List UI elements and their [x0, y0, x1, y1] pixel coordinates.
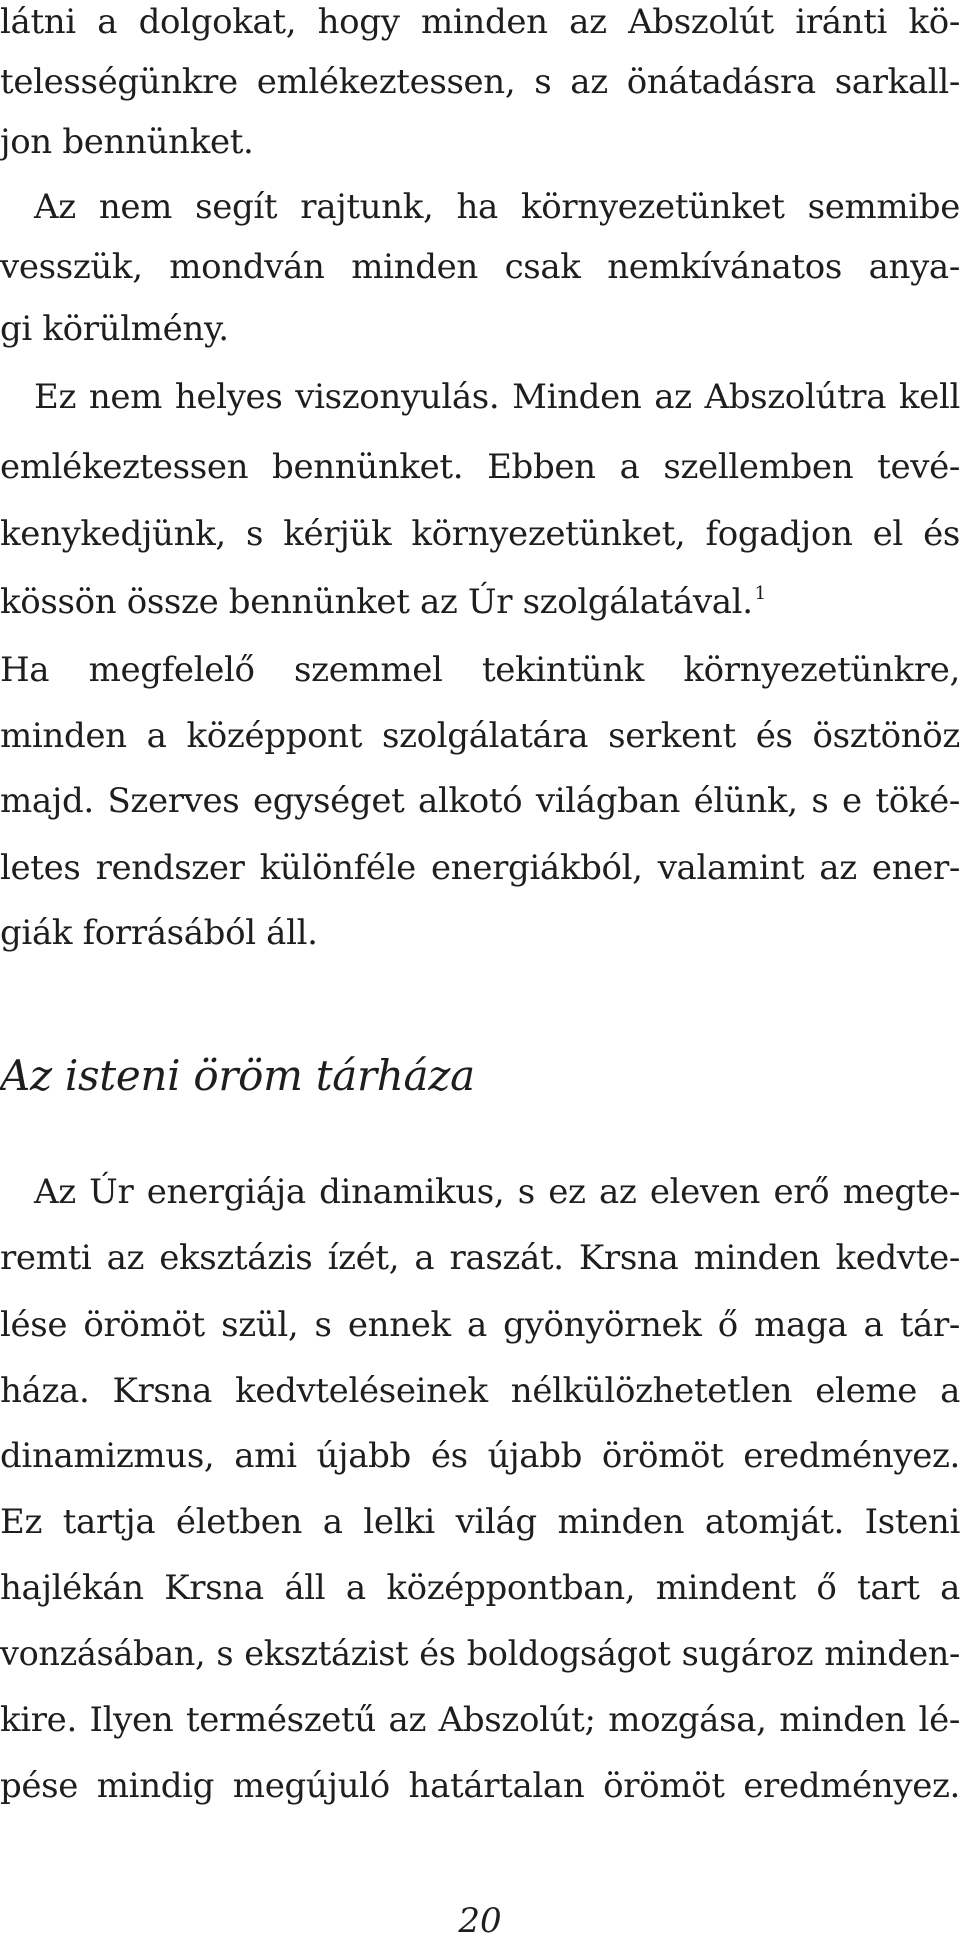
- text-span: kössön össze bennünket az Úr szolgálatával.: [0, 582, 753, 622]
- text-line: vesszük, mondván minden csak nemkívánatos anya-: [0, 247, 960, 287]
- text-line: gi körülmény.: [0, 309, 229, 349]
- text-line: kenykedjünk, s kérjük környezetünket, fogadjon el és: [0, 514, 960, 554]
- text-line: letes rendszer különféle energiákból, valamint az ener-: [0, 848, 960, 888]
- text-line: háza. Krsna kedvteléseinek nélkülözhetetlen eleme a: [0, 1371, 960, 1411]
- page-number: 20: [458, 1901, 502, 1941]
- text-line: jon bennünket.: [0, 122, 254, 162]
- text-line: [0, 572, 960, 632]
- text-line: hajlékán Krsna áll a középpontban, mindent ő tart a: [0, 1568, 960, 1608]
- text-line: Ez tartja életben a lelki világ minden atomját. Isteni: [0, 1502, 960, 1542]
- text-line: pése mindig megújuló határtalan örömöt eredményez.: [0, 1766, 960, 1806]
- text-line: dinamizmus, ami újabb és újabb örömöt eredményez.: [0, 1436, 960, 1476]
- text-line: remti az eksztázis ízét, a raszát. Krsna minden kedvte-: [0, 1238, 960, 1278]
- text-line: telességünkre emlékeztessen, s az önátadásra sarkall-: [0, 62, 960, 102]
- text-line: kire. Ilyen természetű az Abszolút; mozgása, minden lé-: [0, 1700, 960, 1740]
- text-line: Az nem segít rajtunk, ha környezetünket semmibe: [34, 187, 960, 227]
- text-line: Az Úr energiája dinamikus, s ez az eleven erő megte-: [34, 1172, 960, 1212]
- text-line: lése örömöt szül, s ennek a gyönyörnek ő maga a tár-: [0, 1305, 960, 1345]
- text-line: emlékeztessen bennünket. Ebben a szellemben tevé-: [0, 447, 960, 487]
- text-line: minden a középpont szolgálatára serkent és ösztönöz: [0, 716, 960, 756]
- section-heading: Az isteni öröm tárháza: [0, 1051, 475, 1100]
- text-line: giák forrásából áll.: [0, 913, 318, 953]
- footnote-ref: 1: [754, 583, 766, 604]
- text-line: látni a dolgokat, hogy minden az Abszolút iránti kö-: [0, 2, 960, 42]
- text-line: Ez nem helyes viszonyulás. Minden az Abszolútra kell: [34, 377, 960, 417]
- text-line: Ha megfelelő szemmel tekintünk környezetünkre,: [0, 650, 960, 690]
- text-line: vonzásában, s eksztázist és boldogságot sugároz minden-: [0, 1634, 960, 1673]
- text-line: majd. Szerves egységet alkotó világban élünk, s e töké-: [0, 781, 960, 821]
